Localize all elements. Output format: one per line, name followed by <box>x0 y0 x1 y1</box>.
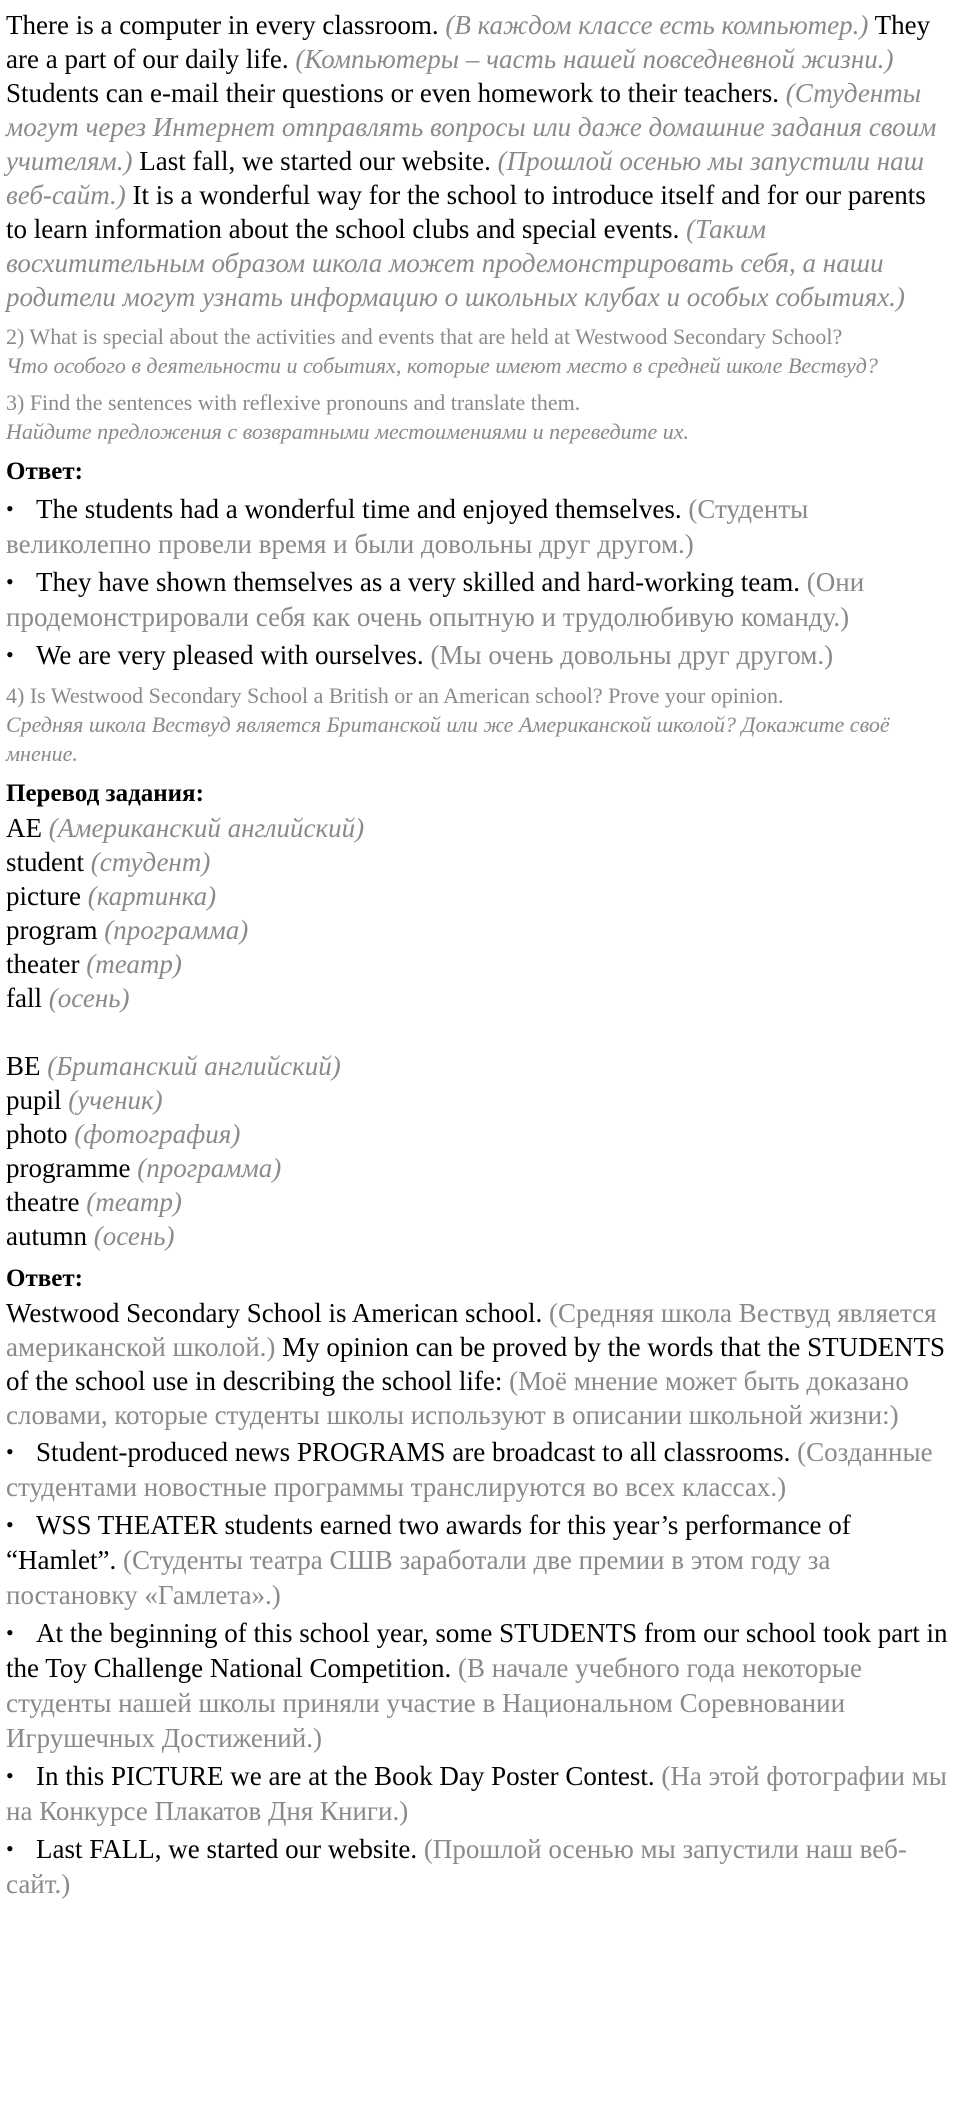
answer-heading: Ответ: <box>6 1265 83 1292</box>
list-item <box>6 845 952 879</box>
intro-ru: (Компьютеры – часть нашей повседневной жизни.) <box>295 44 894 74</box>
list-item <box>6 1507 952 1613</box>
question-2-ru: Что особого в деятельности и событиях, которые имеют место в средней школе Вествуд? <box>6 353 878 378</box>
question-4-ru: Средняя школа Вествуд является Британской или же Американской школой? Докажите своё мнение. <box>6 712 890 766</box>
answer-ru: (Студенты театра СШВ заработали две премии в этом году за постановку «Гамлета».) <box>6 1545 831 1610</box>
answer-en: They have shown themselves as a very skilled and hard-working team. <box>36 567 801 597</box>
answer-ru: (Прошлой осенью мы запустили наш веб-сайт.) <box>6 1834 907 1899</box>
intro-en: They are a part of our daily life. <box>6 10 931 74</box>
word-en: photo <box>6 1119 68 1149</box>
word-ru: (ученик) <box>68 1085 163 1115</box>
list-item <box>6 1083 952 1117</box>
list-item <box>6 1615 952 1756</box>
word-ru: (фотография) <box>74 1119 241 1149</box>
question-4 <box>6 681 952 768</box>
answer-en: Westwood Secondary School is American school. <box>6 1298 543 1328</box>
answer-en: My opinion can be proved by the words that the STUDENTS of the school use in describing the school life: <box>6 1332 946 1396</box>
answer-en: We are very pleased with ourselves. <box>36 640 424 670</box>
word-en: pupil <box>6 1085 62 1115</box>
word-ru: (программа) <box>104 915 249 945</box>
question-3 <box>6 388 952 446</box>
answer-ru: (Моё мнение может быть доказано словами, которые студенты школы используют в описании школьной жизни:) <box>6 1366 909 1430</box>
question-2-en: 2) What is special about the activities and events that are held at Westwood Secondary School? <box>6 324 843 349</box>
bullet-icon: • <box>6 1763 14 1788</box>
word-en: program <box>6 915 98 945</box>
list-item <box>6 913 952 947</box>
list-item <box>6 1185 952 1219</box>
answer-ru: (Мы очень довольны друг другом.) <box>430 640 834 670</box>
answer-4-list <box>6 1434 952 1902</box>
word-en: programme <box>6 1153 131 1183</box>
answer-heading: Ответ: <box>6 458 83 485</box>
word-ru: (осень) <box>93 1221 175 1251</box>
list-item <box>6 981 952 1015</box>
word-en: theatre <box>6 1187 80 1217</box>
bullet-icon: • <box>6 496 14 521</box>
list-item <box>6 1831 952 1902</box>
answer-en: The students had a wonderful time and enjoyed themselves. <box>36 494 682 524</box>
intro-en: Last fall, we started our website. <box>139 146 491 176</box>
list-item <box>6 491 952 562</box>
word-en: theater <box>6 949 80 979</box>
word-en: autumn <box>6 1221 87 1251</box>
answer-ru: (Созданные студентами новостные программы транслируются во всех классах.) <box>6 1437 933 1502</box>
intro-ru: (Прошлой осенью мы запустили наш веб-сайт.) <box>6 146 924 210</box>
list-item <box>6 879 952 913</box>
be-title-ru: (Британский английский) <box>47 1051 341 1081</box>
intro-en: It is a wonderful way for the school to introduce itself and for our parents to learn information about the school clubs and special events. <box>6 180 926 244</box>
answer-3-list <box>6 491 952 673</box>
answer-ru: (Студенты великолепно провели время и были довольны друг другом.) <box>6 494 809 559</box>
answer-en: Last FALL, we started our website. <box>36 1834 418 1864</box>
bullet-icon: • <box>6 569 14 594</box>
word-ru: (программа) <box>137 1153 282 1183</box>
answer-en: At the beginning of this school year, some STUDENTS from our school took part in the Toy Challenge National Competition. <box>6 1618 948 1683</box>
bullet-icon: • <box>6 1512 14 1537</box>
bullet-icon: • <box>6 1439 14 1464</box>
answer-ru: (Они продемонстрировали себя как очень опытную и трудолюбивую команду.) <box>6 567 865 632</box>
question-3-en: 3) Find the sentences with reflexive pronouns and translate them. <box>6 390 581 415</box>
be-title-en: BE <box>6 1051 41 1081</box>
list-item <box>6 1117 952 1151</box>
bullet-icon: • <box>6 1620 14 1645</box>
word-ru: (театр) <box>86 1187 182 1217</box>
answer-ru: (На этой фотографии мы на Конкурсе Плакатов Дня Книги.) <box>6 1761 947 1826</box>
intro-ru: (Студенты могут через Интернет отправлять вопросы или даже домашние задания своим учителям.) <box>6 78 937 176</box>
spacer <box>6 1015 952 1049</box>
intro-ru: (Таким восхитительным образом школа может продемонстрировать себя, а наши родители могут узнать информацию о школьных клубах и особых событиях.) <box>6 214 905 312</box>
list-item <box>6 1219 952 1253</box>
ae-title-ru: (Американский английский) <box>48 813 365 843</box>
be-word-list <box>6 1049 952 1253</box>
word-en: student <box>6 847 84 877</box>
list-item <box>6 947 952 981</box>
bullet-icon: • <box>6 1836 14 1861</box>
word-ru: (картинка) <box>87 881 217 911</box>
question-4-en: 4) Is Westwood Secondary School a British or an American school? Prove your opinion. <box>6 683 784 708</box>
word-ru: (студент) <box>90 847 211 877</box>
answer-en: Student-produced news PROGRAMS are broadcast to all classrooms. <box>36 1437 791 1467</box>
intro-ru: (В каждом классе есть компьютер.) <box>445 10 869 40</box>
word-ru: (театр) <box>86 949 182 979</box>
ae-title-en: AE <box>6 813 42 843</box>
intro-en: There is a computer in every classroom. <box>6 10 439 40</box>
answer-ru: (В начале учебного года некоторые студенты нашей школы приняли участие в Национальном Соревновании Игрушечных Достижений.) <box>6 1653 863 1753</box>
list-item <box>6 1151 952 1185</box>
ae-word-list <box>6 811 952 1015</box>
intro-en: Students can e-mail their questions or even homework to their teachers. <box>6 78 780 108</box>
word-en: fall <box>6 983 42 1013</box>
ae-title <box>6 811 952 845</box>
be-title <box>6 1049 952 1083</box>
list-item <box>6 564 952 635</box>
answer-en: In this PICTURE we are at the Book Day Poster Contest. <box>36 1761 655 1791</box>
answer-ru: (Средняя школа Вествуд является американской школой.) <box>6 1298 937 1362</box>
word-en: picture <box>6 881 81 911</box>
question-3-ru: Найдите предложения с возвратными местоимениями и переведите их. <box>6 419 690 444</box>
list-item <box>6 637 952 673</box>
translation-heading: Перевод задания: <box>6 780 204 807</box>
word-ru: (осень) <box>48 983 130 1013</box>
answer-en: WSS THEATER students earned two awards for this year’s performance of “Hamlet”. <box>6 1510 851 1575</box>
bullet-icon: • <box>6 642 14 667</box>
list-item <box>6 1434 952 1505</box>
list-item <box>6 1758 952 1829</box>
answer-4-intro <box>6 1296 952 1432</box>
question-2 <box>6 322 952 380</box>
intro-paragraph <box>6 8 952 314</box>
